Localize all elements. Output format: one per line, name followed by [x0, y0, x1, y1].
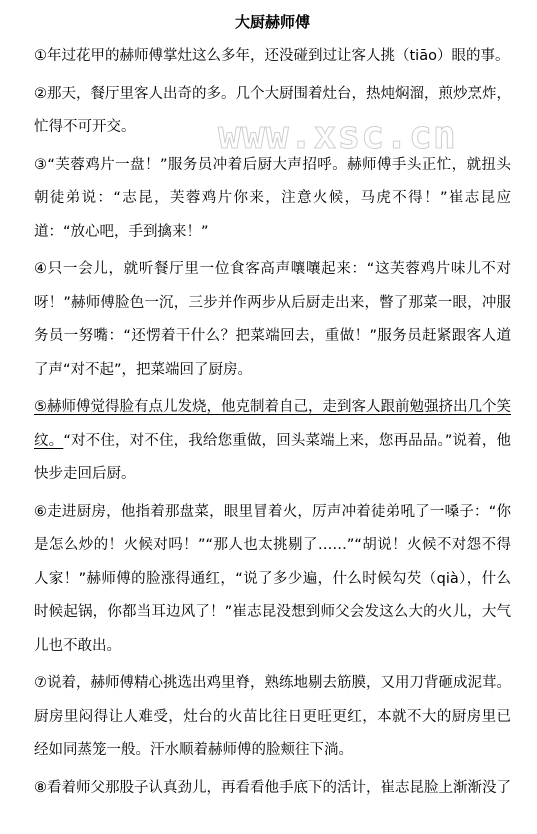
paragraph-text: ④只一会儿，就听餐厅里一位食客高声嚷嚷起来：“这芙蓉鸡片味儿不对呀！”赫师傅脸色一沉，三步并作两步从后厨走出来，瞥了那菜一眼，冲服务员一努嘴：“还愣着干什么？把菜端回去，重做！”服务员赶紧跟客人道了声“对不起”，把菜端回了厨房。 [34, 261, 511, 378]
paragraph-1 [34, 40, 511, 74]
paragraph-text: ⑦说着，赫师傅精心挑选出鸡里脊，熟练地剔去筋膜，又用刀背砸成泥茸。厨房里闷得让人难受，灶台的火苗比往日更旺更红，本就不大的厨房里已经如同蒸笼一般。汗水顺着赫师傅的脸颊往下淌。 [34, 675, 511, 758]
document-title: 大厨赫师傅 [234, 13, 310, 31]
paragraph-2 [34, 78, 511, 145]
paragraph-8 [34, 772, 511, 806]
paragraph-6 [34, 496, 511, 664]
paragraph-text: ②那天，餐厅里客人出奇的多。几个大厨围着灶台，热炖焖溜，煎炒烹炸，忙得不可开交。 [34, 85, 511, 135]
paragraph-text: “对不住，对不住，我给您重做，回头菜端上来，您再品品。”说着，他快步走回后厨。 [34, 432, 512, 482]
site-watermark: www.xsc.cn [218, 113, 457, 157]
paragraph-4 [34, 253, 511, 387]
underlined-sentence: ⑤赫师傅觉得脸有点儿发烧，他克制着自己，走到客人跟前勉强挤出几个笑纹。 [34, 399, 511, 449]
paragraph-5 [34, 391, 511, 492]
paragraph-text: ⑥走进厨房，他指着那盘菜，眼里冒着火，厉声冲着徒弟吼了一嗓子：“你是怎么炒的！火候对吗！”“那人也太挑剔了……”“胡说！火候不对怨不得人家！”赫师傅的脸涨得通红，“说了多少遍，什么时候勾芡（qià），什么时候起锅，你都当耳边风了！”崔志昆没想到师父会发这么大的火儿，大气儿也不敢出。 [34, 503, 511, 654]
paragraph-text: ⑧看着师父那股子认真劲儿，再看看他手底下的活计，崔志昆脸上渐渐没了 [34, 779, 511, 796]
paragraph-7 [34, 667, 511, 768]
paragraph-3 [34, 149, 511, 250]
paragraph-text: ③“芙蓉鸡片一盘！”服务员冲着后厨大声招呼。赫师傅手头正忙，就扭头朝徒弟说：“志昆，芙蓉鸡片你来，注意火候，马虎不得！”崔志昆应道：“放心吧，手到擒来！” [34, 156, 511, 240]
paragraph-text: ①年过花甲的赫师傅掌灶这么多年，还没碰到过让客人挑（tiāo）眼的事。 [34, 48, 510, 64]
